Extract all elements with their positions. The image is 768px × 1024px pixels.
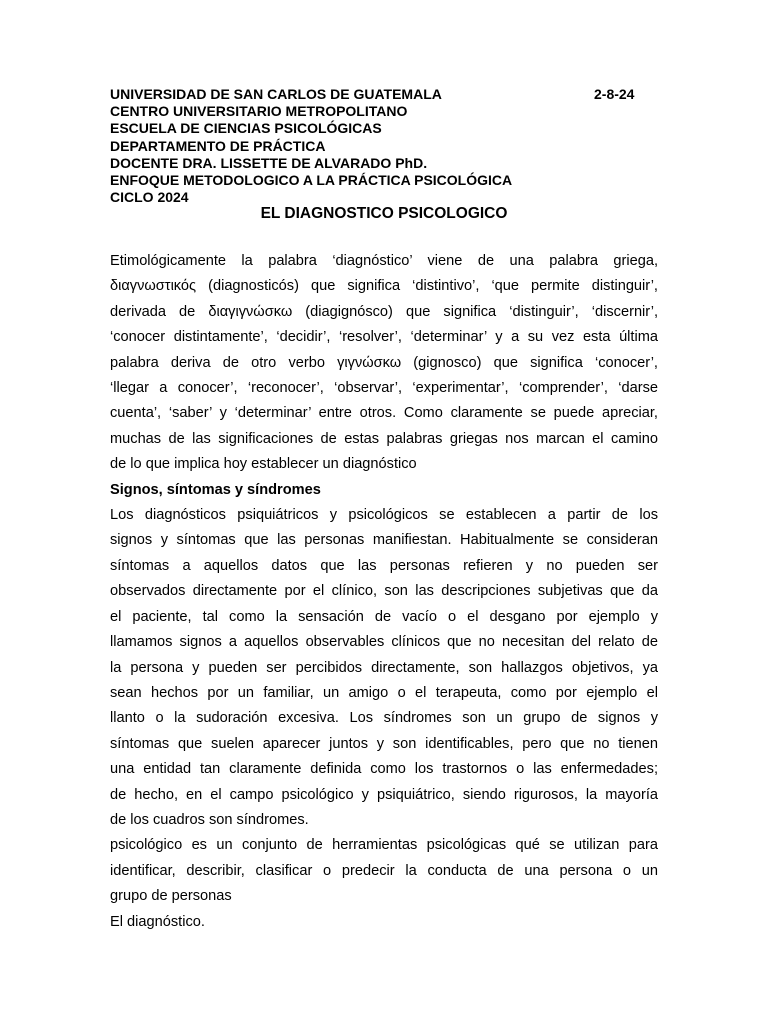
text-line: la persona y pueden ser percibidos directamente, son hallazgos objetivos, ya bbox=[110, 659, 658, 676]
text-line: de hecho, en el campo psicológico y psiquiátrico, siendo rigurosos, la mayoría bbox=[110, 786, 658, 803]
text-line: cuenta’, ‘saber’ y ‘determinar’ entre otros. Como claramente se puede apreciar, bbox=[110, 405, 658, 422]
paragraph-diagnosis bbox=[110, 910, 658, 935]
text-line: palabra deriva de otro verbo γιγνώσκω (gignosco) que significa ‘conocer’, bbox=[110, 354, 658, 371]
paragraph-etymology bbox=[110, 249, 658, 478]
section-heading bbox=[110, 478, 658, 503]
text-line: signos y síntomas que las personas manifiestan. Habitualmente se consideran bbox=[110, 532, 658, 549]
document-title: EL DIAGNOSTICO PSICOLOGICO bbox=[260, 205, 508, 222]
text-line: El diagnóstico. bbox=[110, 913, 205, 930]
paragraph-definition bbox=[110, 833, 658, 909]
text-line: sean hechos por un familiar, un amigo o el terapeuta, como por ejemplo el bbox=[110, 684, 658, 701]
text-line: de lo que implica hoy establecer un diagnóstico bbox=[110, 456, 417, 473]
text-line: observados directamente por el clínico, son las descripciones subjetivas que da bbox=[110, 583, 658, 600]
text-line: psicológico es un conjunto de herramientas psicológicas qué se utilizan para bbox=[110, 837, 658, 854]
text-line: ‘llegar a conocer’, ‘reconocer’, ‘observar’, ‘experimentar’, ‘comprender’, ‘darse bbox=[110, 380, 658, 397]
text-line: grupo de personas bbox=[110, 888, 232, 905]
header-line-teacher: DOCENTE DRA. LISSETTE DE ALVARADO PhD. bbox=[110, 154, 428, 171]
header-university: UNIVERSIDAD DE SAN CARLOS DE GUATEMALA bbox=[110, 86, 442, 102]
text-line: derivada de διαγιγνώσκω (diagignósco) que significa ‘distinguir’, ‘discernir’, bbox=[110, 303, 658, 320]
document-header bbox=[110, 86, 650, 206]
text-line: Etimológicamente la palabra ‘diagnóstico’ viene de una palabra griega, bbox=[110, 253, 658, 269]
paragraph-signs-symptoms bbox=[110, 503, 658, 833]
header-line-cycle: CICLO 2024 bbox=[110, 189, 189, 206]
text-line: el paciente, tal como la sensación de vacío o el desgano por ejemplo y bbox=[110, 608, 658, 625]
header-date: 2-8-24 bbox=[594, 86, 635, 102]
header-line-department: DEPARTAMENTO DE PRÁCTICA bbox=[110, 137, 326, 154]
text-line: una entidad tan claramente definida como los trastornos o las enfermedades; bbox=[110, 761, 658, 778]
header-line-course: ENFOQUE METODOLOGICO A LA PRÁCTICA PSICOLÓGICA bbox=[110, 172, 513, 189]
text-line: muchas de las significaciones de estas palabras griegas nos marcan el camino bbox=[110, 430, 658, 447]
text-line: διαγνωστικός (diagnosticós) que significa ‘distintivo’, ‘que permite distinguir’, bbox=[110, 278, 658, 295]
text-line: llanto o la sudoración excesiva. Los síndromes son un grupo de signos y bbox=[110, 710, 658, 727]
text-line: síntomas que suelen aparecer juntos y son identificables, pero que no tienen bbox=[110, 735, 658, 752]
header-line-university bbox=[110, 86, 650, 103]
text-line: ‘conocer distintamente’, ‘decidir’, ‘resolver’, ‘determinar’ y a su vez esta última bbox=[110, 329, 658, 346]
document-body bbox=[110, 249, 658, 935]
header-line-school: ESCUELA DE CIENCIAS PSICOLÓGICAS bbox=[110, 120, 382, 137]
text-line: síntomas a aquellos datos que las personas refieren y no pueden ser bbox=[110, 557, 658, 574]
header-line-center: CENTRO UNIVERSITARIO METROPOLITANO bbox=[110, 103, 408, 120]
text-line: Los diagnósticos psiquiátricos y psicológicos se establecen a partir de los bbox=[110, 507, 658, 524]
text-line: identificar, describir, clasificar o predecir la conducta de una persona o un bbox=[110, 862, 658, 879]
text-line: llamamos signos a aquellos observables clínicos que no necesitan del relato de bbox=[110, 634, 658, 651]
section-heading-text: Signos, síntomas y síndromes bbox=[110, 481, 321, 498]
text-line: de los cuadros son síndromes. bbox=[110, 811, 309, 828]
